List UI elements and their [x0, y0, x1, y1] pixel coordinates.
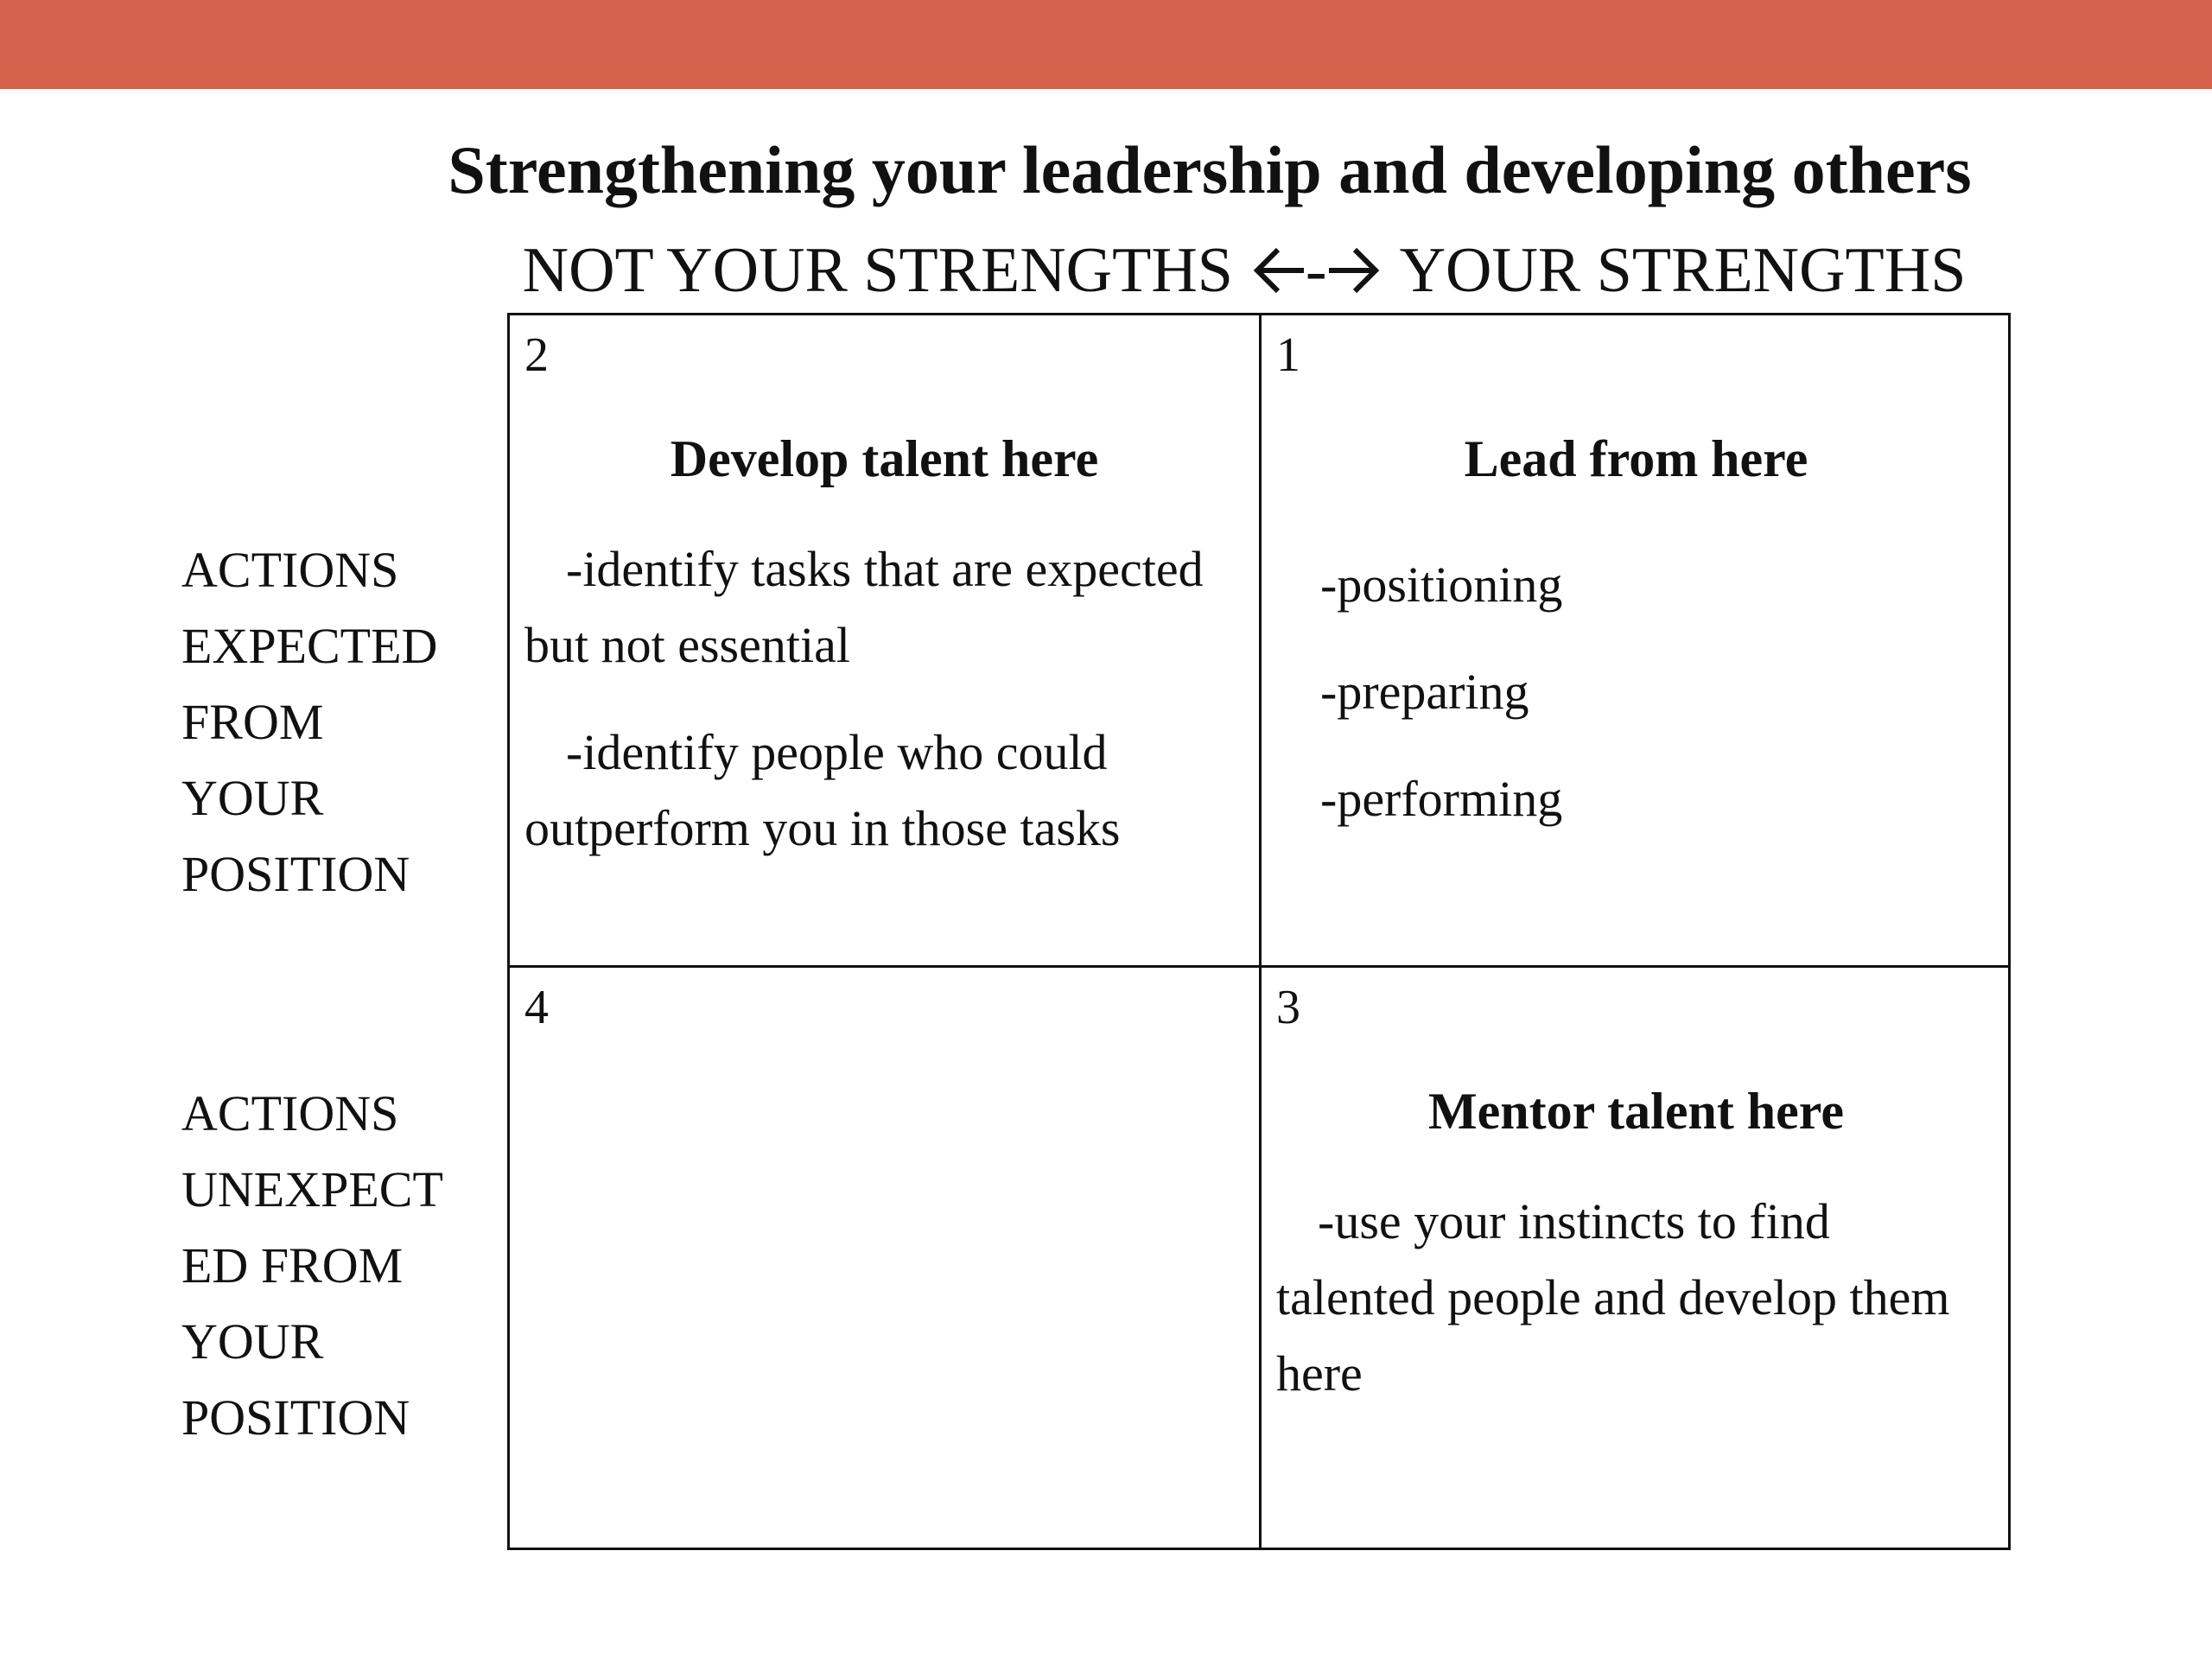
- slide-title: Strengthening your leadership and developing others: [448, 132, 1972, 207]
- quadrant-heading: Mentor talent here: [1428, 1083, 1844, 1140]
- quadrant-2: [510, 315, 1259, 965]
- row-label-unexpected: ACTIONS UNEXPECT ED FROM YOUR POSITION: [181, 1085, 443, 1446]
- list-item: -preparing: [1320, 664, 1529, 720]
- quadrant-number: 4: [524, 981, 549, 1034]
- quadrant-1: [1262, 315, 2011, 965]
- axis-right-label: YOUR STRENGTHS: [1399, 235, 1967, 306]
- quadrant-4: [510, 968, 1259, 1550]
- quadrant-heading: Lead from here: [1464, 430, 1808, 487]
- quadrant-heading: Develop talent here: [670, 430, 1099, 487]
- axis-arrows: [1252, 232, 1381, 309]
- quadrant-list: [1320, 531, 1562, 853]
- quadrant-grid: [507, 313, 2011, 1550]
- list-item: -positioning: [1320, 556, 1563, 613]
- quadrant-item: -identify people who could outperform you in those tasks: [524, 724, 1121, 856]
- quadrant-body: [524, 531, 1247, 867]
- quadrant-body: [1276, 1184, 1999, 1412]
- right-arrow-icon: [1327, 245, 1381, 296]
- quadrant-item: -identify tasks that are expected but not essential: [524, 541, 1204, 673]
- quadrant-number: 1: [1276, 328, 1300, 382]
- strengths-axis: [449, 232, 2039, 309]
- quadrant-number: 3: [1276, 981, 1300, 1034]
- quadrant-3: [1262, 968, 2011, 1550]
- top-accent-band: [0, 0, 2212, 89]
- axis-left-label: NOT YOUR STRENGTHS: [522, 235, 1233, 306]
- quadrant-item: -use your instincts to find talented people and develop them here: [1276, 1193, 1950, 1402]
- row-label-expected: ACTIONS EXPECTED FROM YOUR POSITION: [181, 542, 438, 902]
- list-item: -performing: [1320, 771, 1563, 827]
- left-arrow-icon: [1252, 245, 1306, 296]
- axis-connector: -: [1305, 235, 1327, 306]
- quadrant-number: 2: [524, 328, 549, 382]
